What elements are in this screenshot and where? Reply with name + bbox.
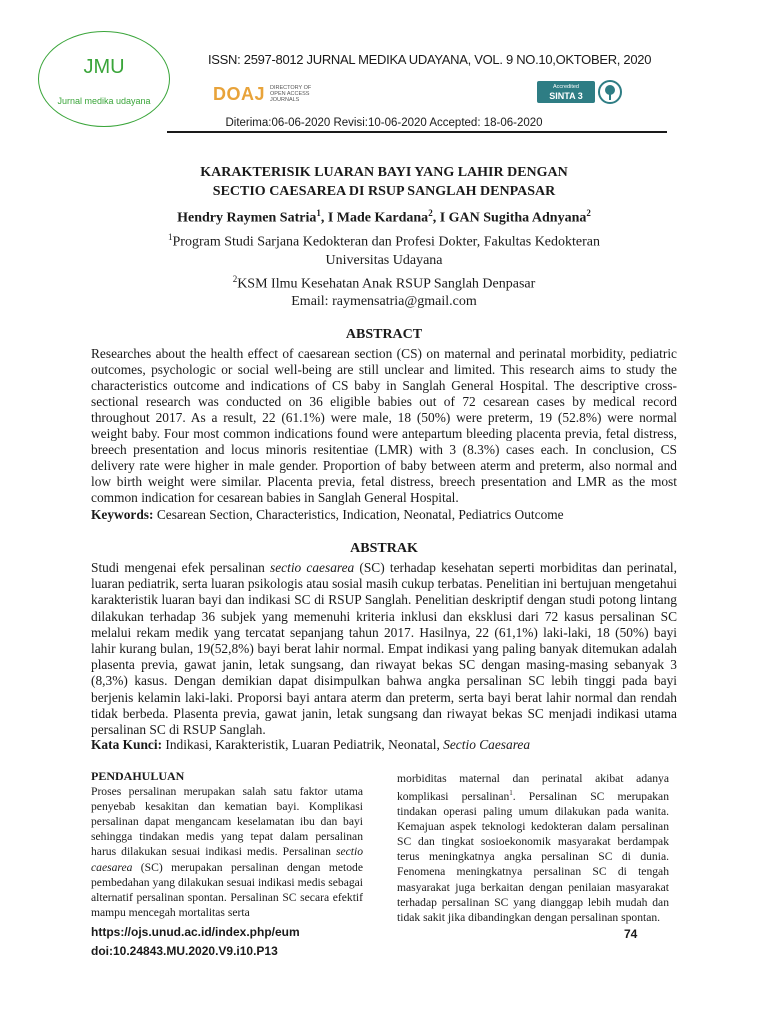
abstrak-body: [91, 560, 677, 738]
intro-right-pre: morbiditas maternal dan perinatal akibat adanya komplikasi persalinan: [397, 772, 669, 803]
author-sep: ,: [432, 210, 440, 226]
intro-right-post: . Persalinan SC merupakan tindakan operasi paling umum dilakukan pada wanita. Kemajuan aspek teknologi kedokteran dalam persalinan SC dan tingkat sosioekonomik masyarakat berdampak terus meningkatnya angka persalinan SC di dunia. Fenomena meningkatnya persalinan SC di tengah masyarakat juga berkaitan dengan penilaian masyarakat terhadap persalinan SC yang dianggap lebih mudah dan tidak sakit jika dibandingkan dengan persalinan spontan.: [397, 789, 669, 924]
journal-url[interactable]: https://ojs.unud.ac.id/index.php/eum: [91, 925, 300, 939]
title-line-1: KARAKTERISIK LUARAN BAYI YANG LAHIR DENGAN: [200, 165, 568, 180]
aff-2: KSM Ilmu Kesehatan Anak RSUP Sanglah Denpasar: [237, 276, 536, 292]
header-divider: [167, 131, 667, 133]
abstrak-body-pre: Studi mengenai efek persalinan: [91, 560, 271, 575]
intro-right-column: [397, 771, 669, 925]
author-2: I Made Kardana: [327, 210, 429, 226]
author-2-sup: 2: [428, 208, 433, 218]
author-3: I GAN Sugitha Adnyana: [439, 210, 587, 226]
intro-left-column: [91, 769, 363, 920]
keywords-text: Cesarean Section, Characteristics, Indication, Neonatal, Pediatrics Outcome: [153, 507, 564, 522]
issn-line: ISSN: 2597-8012 JURNAL MEDIKA UDAYANA, VOL. 9 NO.10,OKTOBER, 2020: [208, 52, 652, 67]
kata-kunci: [91, 737, 677, 753]
intro-right-sup: 1: [509, 789, 513, 798]
author-1: Hendry Raymen Satria: [177, 210, 317, 226]
abstract-body: Researches about the health effect of caesarean section (CS) on maternal and perinatal morbidity, pediatric outcomes, psychologic or social well-being are still unclear and limited. This research aims to study the characteristics outcome and indications of CS baby in Sanglah General Hospital. The descriptive cross-sectional research was conducted on 36 eligible babies out of 72 cesarean cases by medical record throughout 2017. As a result, 22 (61.1%) were male, 18 (50%) were preterm, 19 (52.8%) were normal weight baby. Four most common indications found were antepartum bleeding placenta previa, fetal distress, breech presentation and locus minoris resitentiae (LMR) with 3 (8.3%) cases each. In conclusion, CS delivery rate were higher in male gender. Proportion of baby between aterm and preterm, also normal and low birth weight were similar. Placenta previa, fetal distress, breech presentation and LMR as the most common indication for cesarean babies in Sanglah General Hospital.: [91, 346, 677, 505]
logo-subtitle: Jurnal medika udayana: [57, 96, 151, 106]
article-title: [0, 163, 768, 201]
author-sep: ,: [320, 210, 328, 226]
sinta-accredited-text: Accredited: [553, 83, 579, 90]
intro-left-italic: sectio caesarea: [91, 845, 363, 874]
keywords: [91, 507, 677, 523]
intro-left-pre: Proses persalinan merupakan salah satu faktor utama penyebab kesakitan dan kematian bayi. Komplikasi persalinan dapat mengancam keselamatan ibu dan bayi sehingga tindakan medis yang tepat dalam persalinan harus dilakukan sesuai indikasi medis. Persalinan: [91, 785, 363, 859]
author-1-sup: 1: [316, 208, 321, 218]
sinta-label: [537, 81, 595, 103]
kata-kunci-text: Indikasi, Karakteristik, Luaran Pediatrik, Neonatal,: [162, 737, 444, 752]
abstrak-heading: ABSTRAK: [350, 541, 418, 556]
intro-left-post: (SC) merupakan persalinan dengan metode pembedahan yang dilakukan sesuai indikasi medis sebagai alternatif persalinan spontan. Persalinan SC secara efektif mampu mencegah mortalitas serta: [91, 860, 363, 919]
author-list: [0, 208, 768, 227]
sinta-rank-text: SINTA 3: [549, 90, 583, 101]
aff-2-sup: 2: [232, 273, 238, 284]
aff-1-line-1: Program Studi Sarjana Kedokteran dan Profesi Dokter, Fakultas Kedokteran: [172, 234, 600, 250]
abstrak-body-post: (SC) terhadap kesehatan seperti morbiditas dan perinatal, luaran pediatrik, serta luaran psikologis atau sosial masih cukup terbatas. Penelitian ini bertujuan mengetahui karakteristik luaran bayi dan indikasi SC di RSUP Sanglah. Penelitian deskriptif dengan studi potong lintang dilakukan terhadap 36 subjek yang memenuhi kriteria inklusi dan eksklusi dari 72 kasus persalinan SC melalui rekam medik yang tercatat sepanjang tahun 2017. Hasilnya, 22 (61,1%) laki-laki, 18 (50%) bayi lahir kurang bulan, 19(52,8%) bayi berat lahir normal. Empat indikasi yang paling banyak ditemukan adalah plasenta previa, gawat janin, letak sungsang, dan riwayat bekas SC dengan masing-masing sebanyak 3 (8,3%) kasus. Dengan demikian dapat disimpulkan bahwa angka persalinan SC lebih tinggi pada bayi berjenis kelamin laki-laki. Proporsi bayi antara aterm dan preterm, serta bayi berat lahir normal dan rendah tidak berbeda. Plasenta previa, gawat janin, letak sungsang dan riwayat bekas SC menjadi indikasi utama persalinan SC di RSUP Sanglah.: [91, 560, 677, 738]
keywords-label: Keywords:: [91, 507, 154, 522]
aff-1-sup: 1: [168, 232, 173, 242]
journal-logo: [38, 31, 170, 127]
sinta-badge: [537, 78, 625, 106]
doaj-logo: [213, 83, 318, 105]
submission-dates: Diterima:06-06-2020 Revisi:10-06-2020 Accepted: 18-06-2020: [225, 117, 543, 129]
intro-heading: PENDAHULUAN: [91, 769, 185, 783]
kata-kunci-italic: Sectio Caesarea: [443, 737, 531, 752]
title-line-2: SECTIO CAESAREA DI RSUP SANGLAH DENPASAR: [212, 184, 556, 199]
article-doi: doi:10.24843.MU.2020.V9.i10.P13: [91, 944, 278, 958]
abstract-heading: ABSTRACT: [345, 327, 423, 342]
affiliations: [0, 228, 768, 311]
abstrak-body-italic: sectio caesarea: [270, 560, 355, 575]
author-email: Email: raymensatria@gmail.com: [291, 294, 477, 310]
doaj-subtitle: DIRECTORY OF OPEN ACCESS JOURNALS: [270, 85, 312, 103]
page-number: 74: [624, 927, 638, 941]
doaj-mark: DOAJ: [213, 83, 266, 104]
aff-1-line-2: Universitas Udayana: [325, 252, 443, 268]
sinta-tree-icon: [597, 79, 623, 105]
logo-acronym: JMU: [83, 56, 125, 78]
kata-kunci-label: Kata Kunci:: [91, 737, 163, 752]
author-3-sup: 2: [586, 208, 591, 218]
